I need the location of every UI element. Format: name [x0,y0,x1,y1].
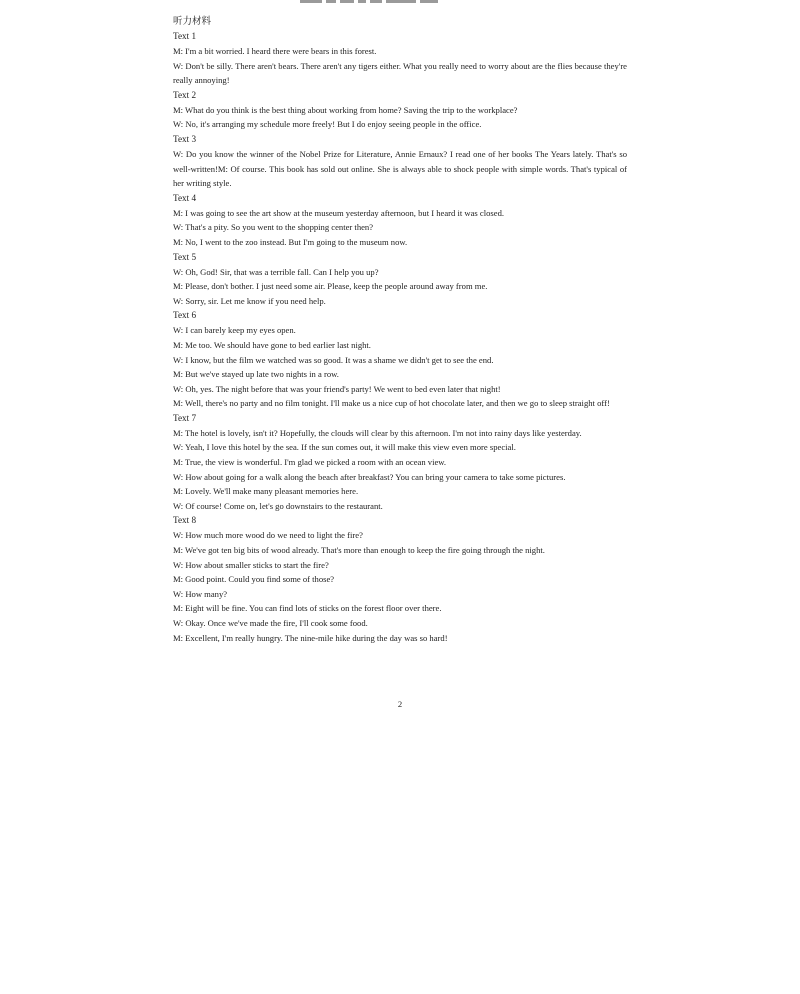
dialogue-line: W: How about going for a walk along the beach after breakfast? You can bring your camera to take some pictures. [173,471,566,482]
dialogue-line: M: Eight will be fine. You can find lots of sticks on the forest floor over there. [173,603,442,614]
dialogue-line: M: Lovely. We'll make many pleasant memories here. [173,486,359,497]
dialogue-line: M: No, I went to the zoo instead. But I'm going to the museum now. [173,236,408,247]
section-heading: Text 1 [173,31,197,41]
document-title: 听力材料 [173,16,212,27]
dialogue-line: W: I know, but the film we watched was so good. It was a shame we didn't get to see the end. [173,354,494,365]
page-number: 2 [397,699,403,709]
dialogue-line: W: No, it's arranging my schedule more freely! But I do enjoy seeing people in the office. [173,119,482,130]
section-heading: Text 2 [173,89,197,100]
dialogue-line: M: I was going to see the art show at the museum yesterday afternoon, but I heard it was closed. [173,207,505,218]
dialogue-line: W: Oh, yes. The night before that was your friend's party! We went to bed even later that night! [173,383,501,394]
document-body [173,14,627,645]
page-header-strip [300,0,500,4]
dialogue-line: W: Okay. Once we've made the fire, I'll cook some food. [173,618,368,628]
dialogue-line: M: Well, there's no party and no film tonight. I'll make us a nice cup of hot chocolate later, and then we go to sleep straight off! [173,398,610,409]
dialogue-line: W: Do you know the winner of the Nobel Prize for Literature, Annie Ernaux? I read one of her books The Years lately. That's so well-written!M: Of course. This book has sold out online. She is always able to shock people with simple words. That's typical of her writing style. [173,148,627,189]
dialogue-line: W: That's a pity. So you went to the shopping center then? [173,222,374,233]
dialogue-line: W: Of course! Come on, let's go downstairs to the restaurant. [173,500,383,511]
section-heading: Text 8 [173,515,197,526]
dialogue-line: W: How about smaller sticks to start the fire? [173,559,329,570]
dialogue-line: M: Good point. Could you find some of those? [173,574,335,585]
dialogue-line: M: But we've stayed up late two nights in a row. [173,369,339,380]
section-heading: Text 4 [173,192,197,203]
dialogue-line: W: Sorry, sir. Let me know if you need help. [173,295,326,306]
dialogue-line: W: Oh, God! Sir, that was a terrible fall. Can I help you up? [173,266,379,277]
dialogue-line: M: What do you think is the best thing about working from home? Saving the trip to the workplace? [173,104,518,115]
dialogue-line: M: True, the view is wonderful. I'm glad we picked a room with an ocean view. [173,457,447,468]
section-heading: Text 7 [173,412,197,423]
dialogue-line: M: I'm a bit worried. I heard there were bears in this forest. [173,46,377,56]
dialogue-line: W: How many? [173,588,228,599]
dialogue-line: M: We've got ten big bits of wood already. That's more than enough to keep the fire going through the night. [173,545,545,556]
dialogue-line: W: How much more wood do we need to light the fire? [173,530,363,541]
dialogue-line: W: Yeah, I love this hotel by the sea. If the sun comes out, it will make this view even more special. [173,442,516,453]
dialogue-line: W: Don't be silly. There aren't bears. There aren't any tigers either. What you really need to worry about are the flies because they're really annoying! [173,60,627,86]
section-heading: Text 5 [173,251,197,262]
section-heading: Text 3 [173,133,197,144]
dialogue-line: M: Please, don't bother. I just need some air. Please, keep the people around away from me. [173,281,488,292]
dialogue-line: M: The hotel is lovely, isn't it? Hopefully, the clouds will clear by this afternoon. I'm not into rainy days like yesterday. [173,427,582,438]
section-heading: Text 6 [173,310,197,321]
dialogue-line: M: Excellent, I'm really hungry. The nine-mile hike during the day was so hard! [173,632,448,643]
dialogue-line: M: Me too. We should have gone to bed earlier last night. [173,339,371,350]
dialogue-line: W: I can barely keep my eyes open. [173,325,296,336]
